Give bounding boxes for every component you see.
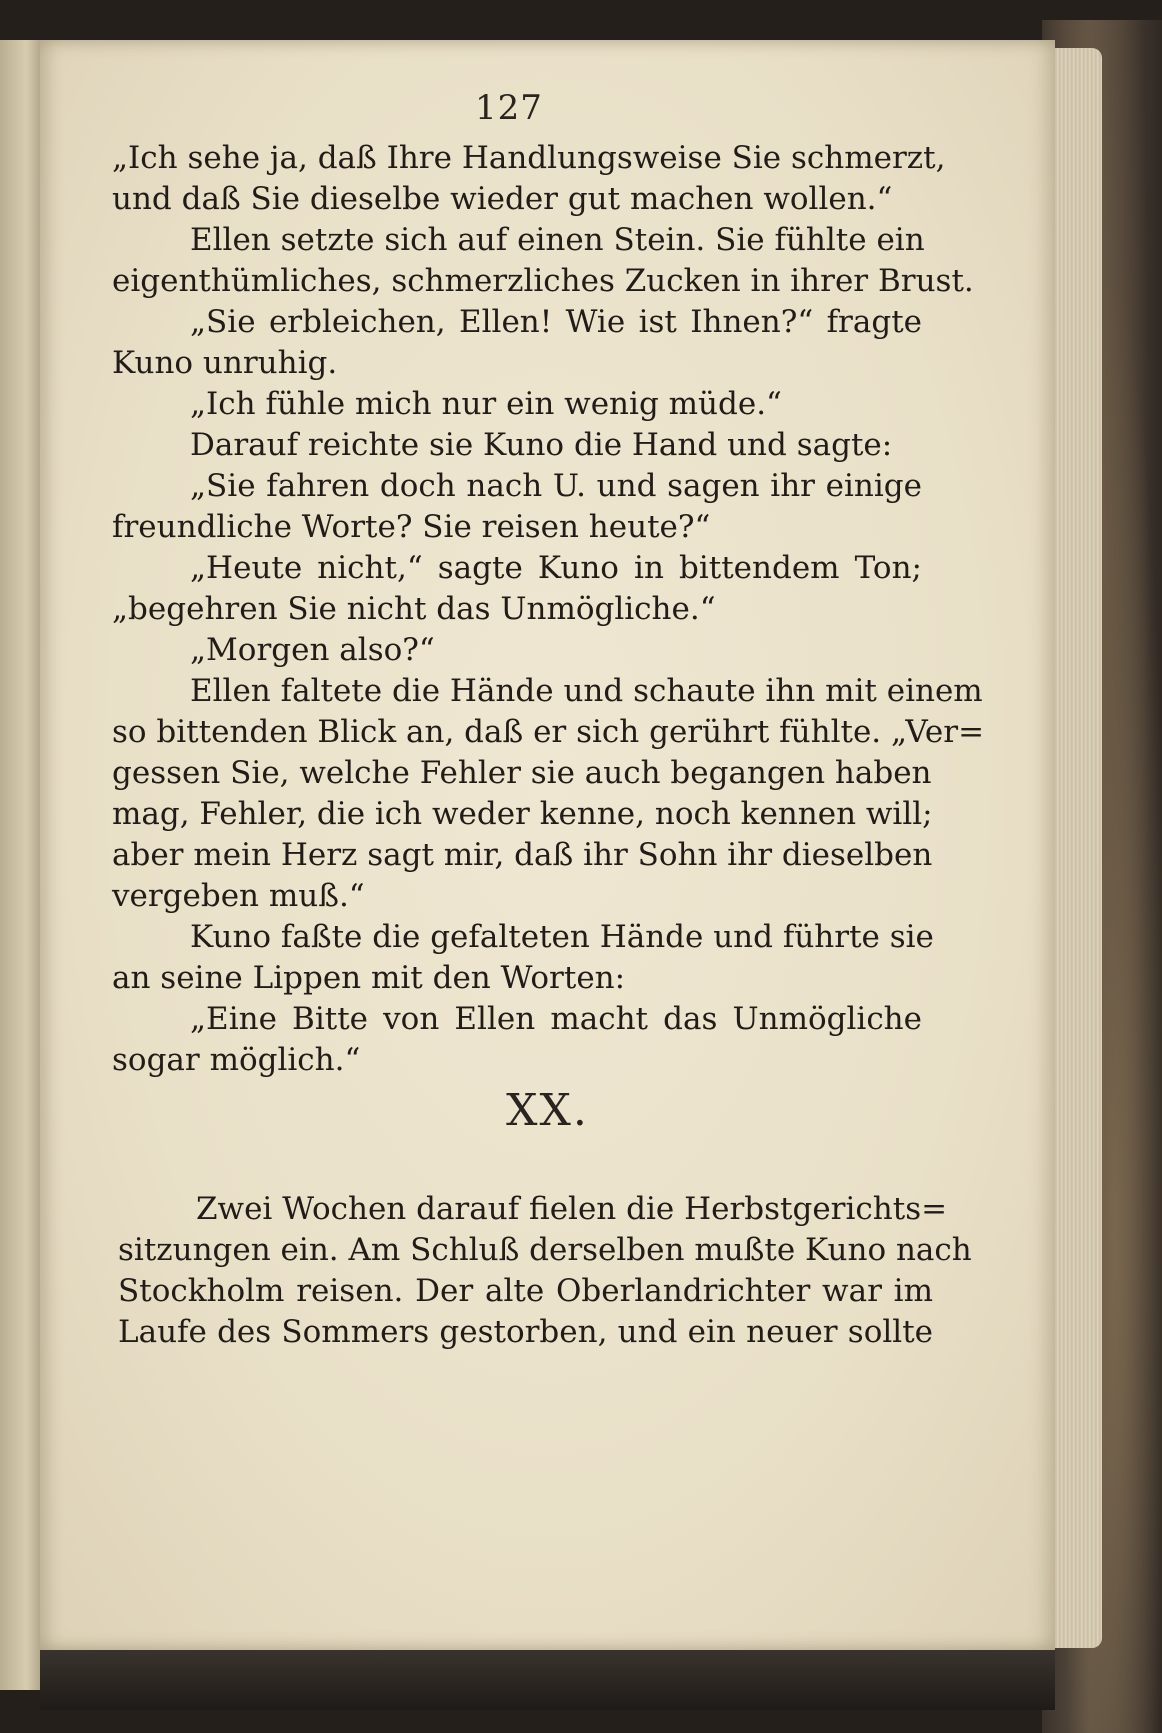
page-number: 127: [475, 88, 543, 128]
text-line: so bittenden Blick an, daß er sich gerührt fühlte. „Ver=: [112, 714, 985, 750]
text-line: Stockholm reisen. Der alte Oberlandrichter war im: [118, 1273, 933, 1309]
text-line: „Ich sehe ja, daß Ihre Handlungsweise Sie schmerzt,: [112, 140, 946, 176]
text-line: „Heute nicht,“ sagte Kuno in bittendem Ton;: [190, 550, 922, 586]
text-line: „Sie fahren doch nach U. und sagen ihr einige: [190, 468, 922, 504]
bottom-edge: [40, 1650, 1055, 1710]
text-line: „begehren Sie nicht das Unmögliche.“: [112, 591, 716, 627]
text-line: vergeben muß.“: [112, 878, 365, 914]
text-line: „Sie erbleichen, Ellen! Wie ist Ihnen?“ fragte: [190, 304, 922, 340]
text-line: Laufe des Sommers gestorben, und ein neuer sollte: [118, 1314, 933, 1350]
text-line: aber mein Herz sagt mir, daß ihr Sohn ihr dieselben: [112, 837, 933, 873]
text-line: „Ich fühle mich nur ein wenig müde.“: [190, 386, 782, 422]
text-line: Kuno unruhig.: [112, 345, 338, 381]
text-line: an seine Lippen mit den Worten:: [112, 960, 626, 996]
text-line: sitzungen ein. Am Schluß derselben mußte Kuno nach: [118, 1232, 972, 1268]
text-line: Ellen faltete die Hände und schaute ihn mit einem: [190, 673, 983, 709]
text-line: eigenthümliches, schmerzliches Zucken in ihrer Brust.: [112, 263, 974, 299]
body-text: [112, 138, 985, 1081]
text-line: und daß Sie dieselbe wieder gut machen wollen.“: [112, 181, 893, 217]
text-line: mag, Fehler, die ich weder kenne, noch kennen will;: [112, 796, 933, 832]
chapter-heading: XX.: [506, 1085, 589, 1136]
text-line: freundliche Worte? Sie reisen heute?“: [112, 509, 711, 545]
chapter-body-text: [118, 1188, 972, 1352]
text-line: Zwei Wochen darauf fielen die Herbstgerichts=: [196, 1191, 948, 1227]
text-line: Kuno faßte die gefalteten Hände und führte sie: [190, 919, 934, 955]
text-line: „Eine Bitte von Ellen macht das Unmögliche: [190, 1001, 922, 1037]
text-line: Darauf reichte sie Kuno die Hand und sagte:: [190, 427, 893, 463]
text-line: Ellen setzte sich auf einen Stein. Sie fühlte ein: [190, 222, 925, 258]
book-page: [40, 40, 1055, 1650]
text-line: „Morgen also?“: [190, 632, 435, 668]
text-line: sogar möglich.“: [112, 1042, 361, 1078]
text-line: gessen Sie, welche Fehler sie auch begangen haben: [112, 755, 932, 791]
